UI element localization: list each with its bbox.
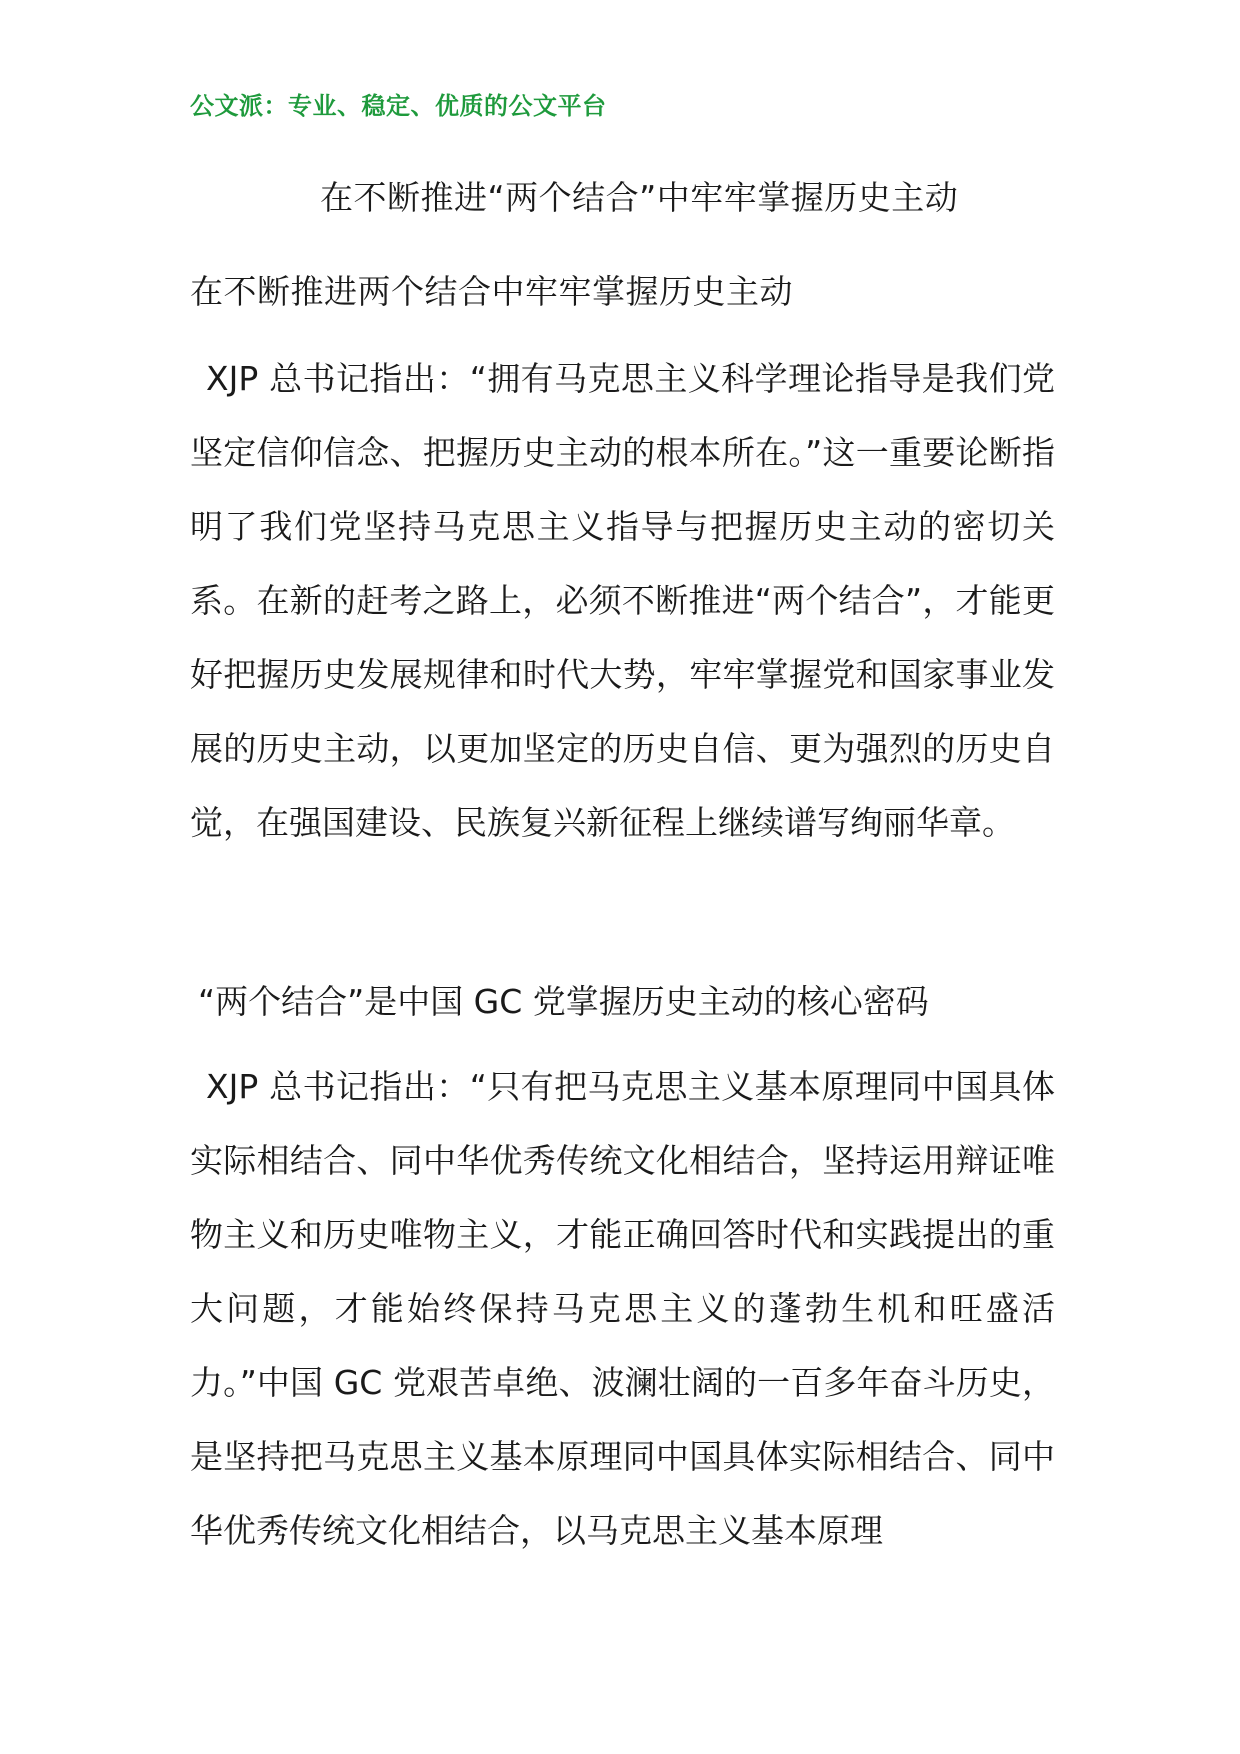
body-paragraph-2: XJP 总书记指出：“只有把马克思主义基本原理同中国具体实际相结合、同中华优秀传统文化相结合，坚持运用辩证唯物主义和历史唯物主义，才能正确回答时代和实践提出的重大问题，才能始终保持马克思主义的蓬勃生机和旺盛活力。”中国 GC 党艰苦卓绝、波澜壮阔的一百多年奋斗历史，是坚持把马克思主义基本原理同中国具体实际相结合、同中华优秀传统文化相结合，以马克思主义基本原理 [190, 1067, 1055, 1550]
document-subtitle: 在不断推进两个结合中牢牢掌握历史主动 [190, 272, 793, 311]
site-slogan: 公文派：专业、稳定、优质的公文平台 [190, 92, 607, 120]
section-heading: “两个结合”是中国 GC 党掌握历史主动的核心密码 [198, 982, 929, 1021]
document-title: 在不断推进“两个结合”中牢牢掌握历史主动 [320, 178, 959, 217]
body-paragraph-1: XJP 总书记指出：“拥有马克思主义科学理论指导是我们党坚定信仰信念、把握历史主动的根本所在。”这一重要论断指明了我们党坚持马克思主义指导与把握历史主动的密切关系。在新的赶考之路上，必须不断推进“两个结合”，才能更好把握历史发展规律和时代大势，牢牢掌握党和国家事业发展的历史主动，以更加坚定的历史自信、更为强烈的历史自觉，在强国建设、民族复兴新征程上继续谱写绚丽华章。 [190, 359, 1055, 842]
